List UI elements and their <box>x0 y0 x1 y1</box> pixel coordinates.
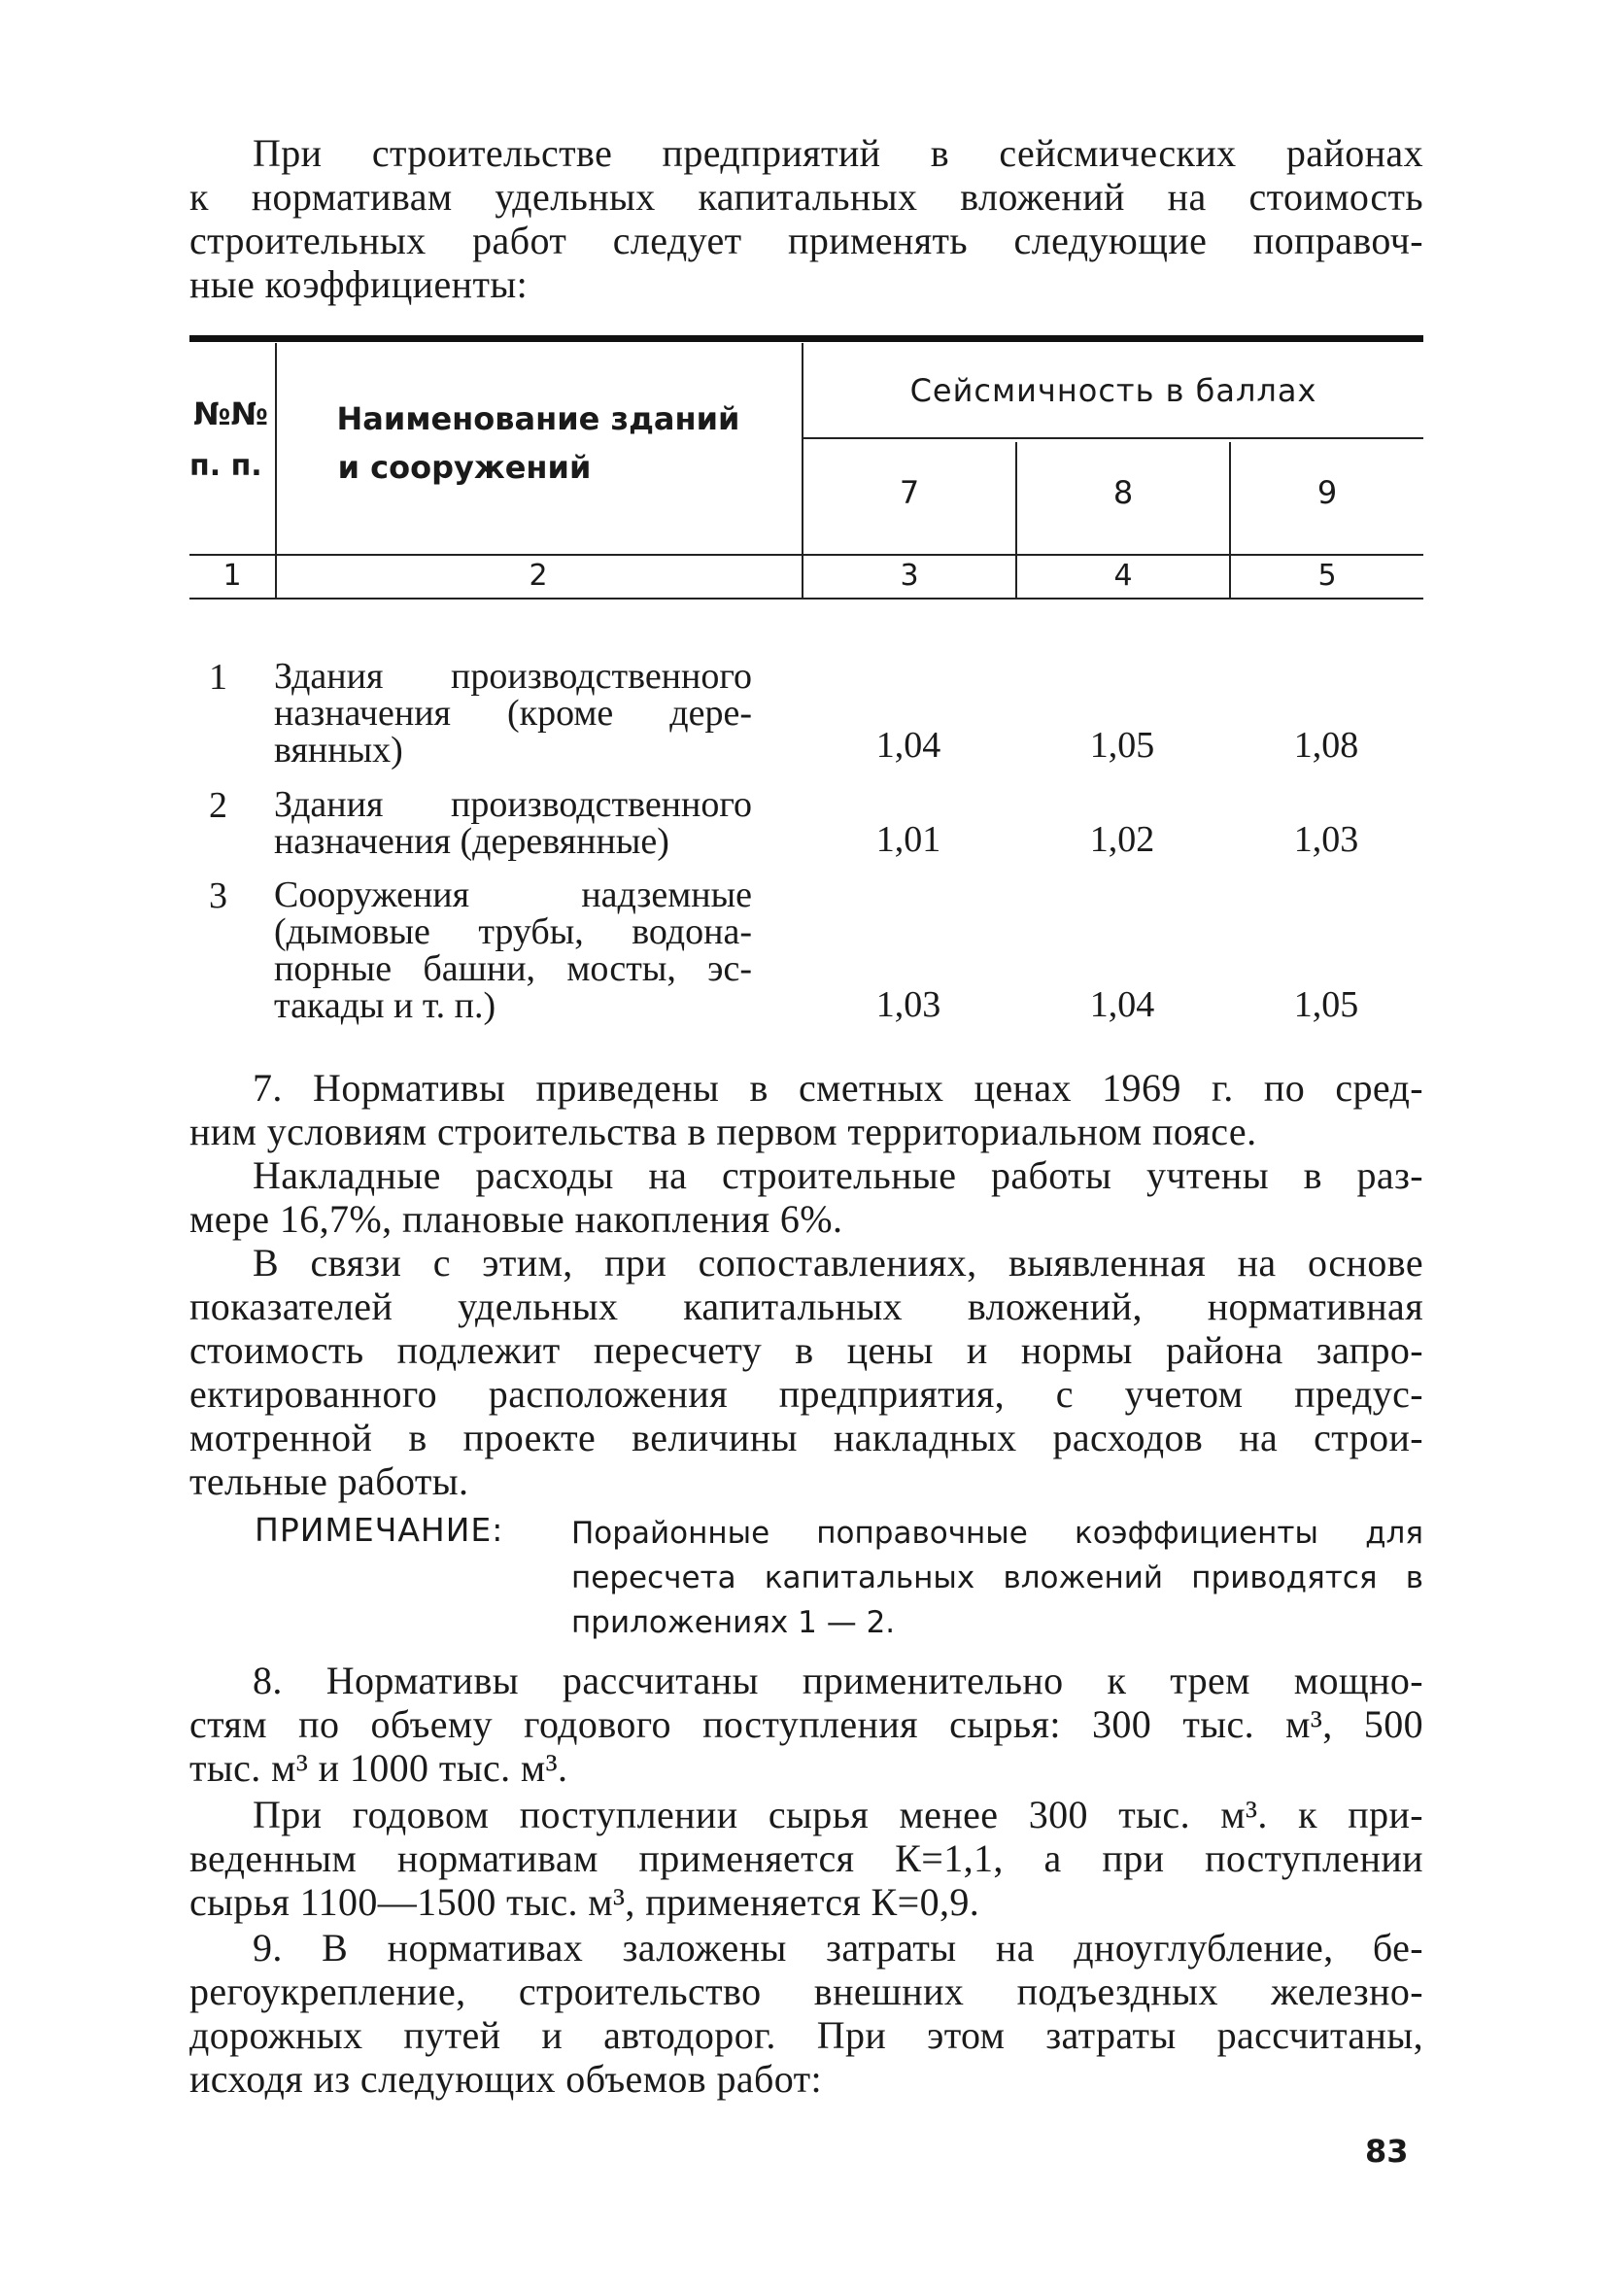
text-line: пересчета капитальных вложений приводятся в <box>571 1560 1423 1595</box>
text-line: к нормативам удельных капитальных вложений на стоимость <box>189 175 1423 219</box>
row-name <box>274 786 752 860</box>
text-line: тыс. м³ и 1000 тыс. м³. <box>189 1746 568 1790</box>
col-number: 1 <box>222 559 242 593</box>
text-line: порные башни, мосты, эс- <box>274 948 752 989</box>
row-name <box>274 658 752 769</box>
text-line: Накладные расходы на строительные работы учтены в раз- <box>253 1153 1423 1197</box>
value-cell: 1,03 <box>875 984 941 1025</box>
col-number: 3 <box>900 559 919 593</box>
text-line: показателей удельных капитальных вложений, нормативная <box>189 1285 1423 1328</box>
header-num-line1: №№ <box>193 395 268 432</box>
table-rule <box>189 554 1423 556</box>
text-line: регоукрепление, строительство внешних подъездных железно- <box>189 1970 1423 2013</box>
text-line: стям по объему годового поступления сырья: 300 тыс. м³, 500 <box>189 1702 1423 1746</box>
header-name-line1: Наименование зданий <box>336 400 740 437</box>
paragraph-7 <box>189 1066 1423 1153</box>
text-line: такады и т. п.) <box>274 985 496 1026</box>
header-name-line2: и сооружений <box>337 449 592 486</box>
text-line: ним условиям строительства в первом территориальном поясе. <box>189 1110 1257 1153</box>
value-cell: 1,05 <box>1089 725 1155 766</box>
table-top-rule <box>189 335 1423 342</box>
text-line: Порайонные поправочные коэффициенты для <box>571 1516 1423 1551</box>
table-rule <box>803 437 1423 439</box>
text-line: (дымовые трубы, водона- <box>274 911 752 952</box>
text-line: ектированного расположения предприятия, с учетом предус- <box>189 1372 1423 1416</box>
paragraph-8-coefficients <box>189 1793 1423 1924</box>
page-number: 83 <box>1365 2133 1409 2170</box>
text-line: В связи с этим, при сопоставлениях, выявленная на основе <box>253 1241 1423 1285</box>
header-seismic: Сейсмичность в баллах <box>909 372 1317 409</box>
header-grade-7: 7 <box>899 474 920 511</box>
row-number: 3 <box>209 875 227 916</box>
paragraph-8 <box>189 1659 1423 1790</box>
text-line: При строительстве предприятий в сейсмических районах <box>253 131 1423 175</box>
intro-paragraph <box>189 131 1423 306</box>
text-line: 8. Нормативы рассчитаны применительно к трем мощно- <box>253 1659 1423 1702</box>
paragraph-9 <box>189 1926 1423 2101</box>
text-line: 9. В нормативах заложены затраты на дноуглубление, бе- <box>253 1926 1423 1970</box>
value-cell: 1,04 <box>875 725 941 766</box>
text-line: мотренной в проекте величины накладных расходов на строи- <box>189 1416 1423 1459</box>
col-number: 4 <box>1113 559 1133 593</box>
text-line: тельные работы. <box>189 1459 469 1503</box>
header-grade-8: 8 <box>1112 474 1134 511</box>
value-cell: 1,01 <box>875 819 941 860</box>
text-line: мере 16,7%, плановые накопления 6%. <box>189 1197 843 1241</box>
text-line: назначения (кроме дере- <box>274 693 752 734</box>
text-line: Здания производственного <box>274 784 752 825</box>
text-line: стоимость подлежит пересчету в цены и нормы района запро- <box>189 1328 1423 1372</box>
table-rule <box>189 598 1423 600</box>
value-cell: 1,05 <box>1293 984 1359 1025</box>
header-num-line2: п. п. <box>189 449 262 483</box>
text-line: исходя из следующих объемов работ: <box>189 2057 823 2101</box>
text-line: При годовом поступлении сырья менее 300 тыс. м³. к при- <box>253 1793 1423 1836</box>
col-number: 2 <box>529 559 548 593</box>
text-line: вянных) <box>274 730 403 771</box>
text-line: назначения (деревянные) <box>274 821 669 862</box>
note-text <box>571 1511 1423 1645</box>
text-line: приложениях 1 — 2. <box>571 1605 896 1640</box>
header-grade-9: 9 <box>1316 474 1338 511</box>
col-number: 5 <box>1317 559 1337 593</box>
row-name <box>274 876 752 1024</box>
value-cell: 1,04 <box>1089 984 1155 1025</box>
text-line: дорожных путей и автодорог. При этом затраты рассчитаны, <box>189 2013 1423 2057</box>
paragraph-7-comparison <box>189 1241 1423 1503</box>
row-number: 1 <box>209 657 227 698</box>
seismic-coefficients-table <box>189 335 1423 1030</box>
value-cell: 1,08 <box>1293 725 1359 766</box>
value-cell: 1,02 <box>1089 819 1155 860</box>
text-line: ные коэффициенты: <box>189 262 529 306</box>
text-line: строительных работ следует применять следующие поправоч- <box>189 219 1423 262</box>
text-line: 7. Нормативы приведены в сметных ценах 1969 г. по сред- <box>253 1066 1423 1110</box>
text-line: Сооружения надземные <box>274 874 752 915</box>
text-line: сырья 1100—1500 тыс. м³, применяется К=0,9. <box>189 1880 980 1924</box>
row-number: 2 <box>209 785 227 826</box>
note-label: ПРИМЕЧАНИЕ: <box>255 1511 504 1549</box>
text-line: веденным нормативам применяется К=1,1, а при поступлении <box>189 1836 1423 1880</box>
paragraph-7-overheads <box>189 1153 1423 1241</box>
text-line: Здания производственного <box>274 656 752 697</box>
value-cell: 1,03 <box>1293 819 1359 860</box>
